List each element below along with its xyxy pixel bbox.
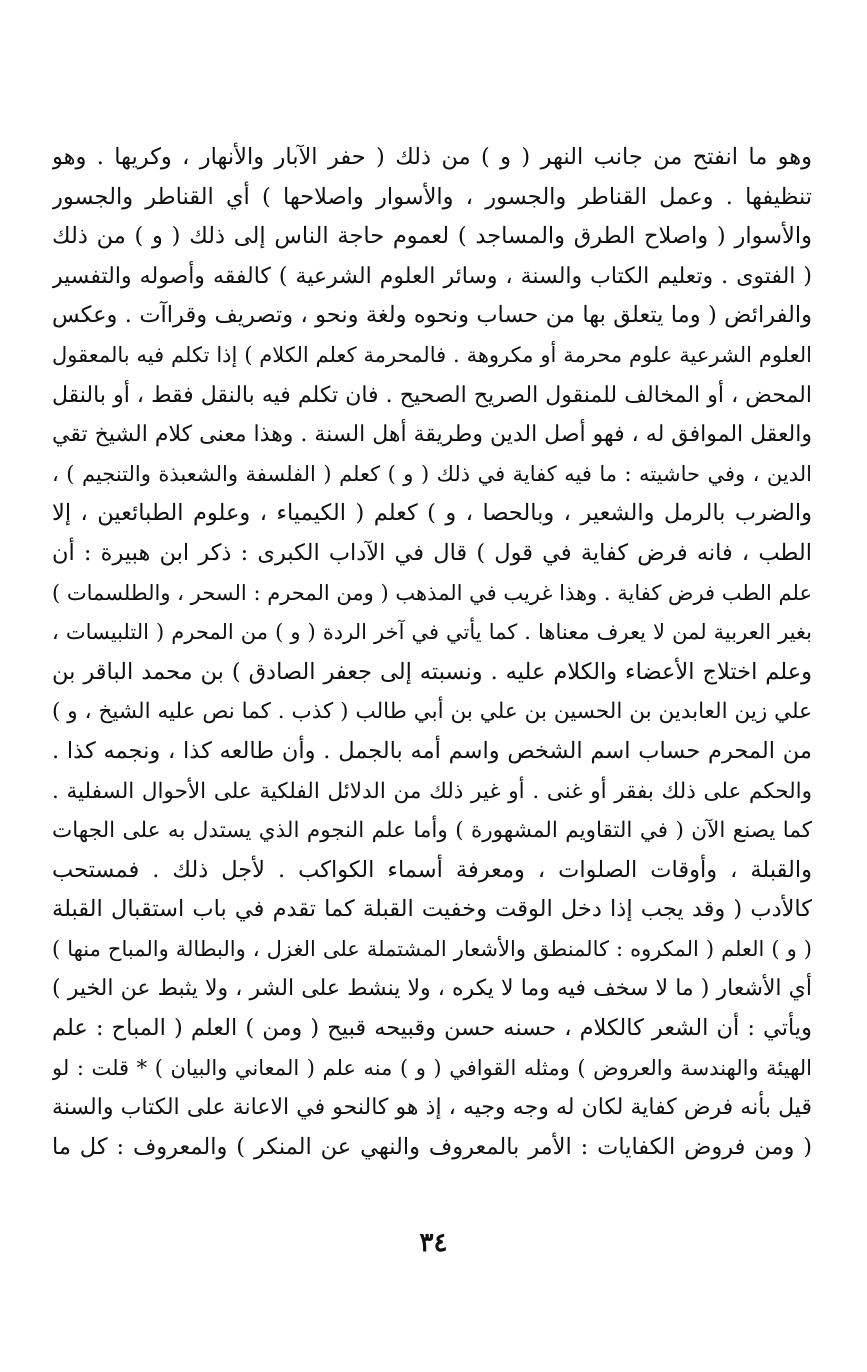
text-line: الطب ، فانه فرض كفاية في قول ) قال في الآداب الكبرى : ذكر ابن هبيرة : أن xyxy=(52,539,812,566)
text-line: علم الطب فرض كفاية . وهذا غريب في المذهب ( ومن المحرم : السحر ، والطلسمات ) xyxy=(52,580,812,605)
text-line: قيل بأنه فرض كفاية لكان له وجه وجيه ، إذ هو كالنحو في الاعانة على الكتاب والسنة xyxy=(52,1095,812,1121)
text-line: ( الفتوى . وتعليم الكتاب والسنة ، وسائر العلوم الشرعية ) كالفقه وأصوله والتفسير xyxy=(52,263,812,289)
text-line: علي زين العابدين بن الحسين بن علي بن أبي طالب ( كذب . كما نص عليه الشيخ ، و ) xyxy=(52,699,812,725)
text-line: الهيئة والهندسة والعروض ) ومثله القوافي ( و ) منه علم ( المعاني والبيان ) * قلت : لو xyxy=(52,1055,812,1080)
text-line: والقبلة ، وأوقات الصلوات ، ومعرفة أسماء الكواكب . لأجل ذلك . فمستحب xyxy=(52,856,812,883)
text-line: والفرائض ( وما يتعلق بها من حساب ونحوه ولغة ونحو ، وتصريف وقراآت . وعكس xyxy=(52,302,812,329)
text-line: العلوم الشرعية علوم محرمة أو مكروهة . فالمحرمة كعلم الكلام ) إذا تكلم فيه بالمعقول xyxy=(52,342,812,367)
text-line: وهو ما انفتح من جانب النهر ( و ) من ذلك ( حفر الآبار والأنهار ، وكريها . وهو xyxy=(52,144,812,170)
text-line: المحض ، أو المخالف للمنقول الصريح الصحيح . فان تكلم فيه بالنقل فقط ، أو بالنقل xyxy=(52,382,812,408)
text-line: الدين ، وفي حاشيته : ما فيه كفاية في ذلك ( و ) كعلم ( الفلسفة والشعبذة والتنجيم ) ، xyxy=(52,461,812,486)
text-line: والأسوار ( واصلاح الطرق والمساجد ) لعموم حاجة الناس إلى ذلك ( و ) من ذلك xyxy=(52,223,812,250)
text-line: من المحرم حساب اسم الشخص واسم أمه بالجمل . وأن طالعه كذا ، ونجمه كذا . xyxy=(52,737,812,764)
text-line: والحكم على ذلك بفقر أو غنى . أو غير ذلك من الدلائل الفلكية على الأحوال السفلية . xyxy=(52,778,812,804)
text-line: ( ومن فروض الكفايات : الأمر بالمعروف والنهي عن المنكر ) والمعروف : كل ما xyxy=(52,1133,812,1160)
text-line: ويأتي : أن الشعر كالكلام ، حسنه حسن وقبيحه قبيح ( ومن ) العلم ( المباح : علم xyxy=(52,1015,812,1042)
text-line: ( و ) العلم ( المكروه : كالمنطق والأشعار المشتملة على الغزل ، والبطالة والمباح منها ) xyxy=(52,936,812,961)
text-line: والعقل الموافق له ، فهو أصل الدين وطريقة أهل السنة . وهذا معنى كلام الشيخ تقي xyxy=(52,422,812,448)
text-line: أي الأشعار ( ما لا سخف فيه وما لا يكره ، ولا ينشط على الشر ، ولا يثبط عن الخير ) xyxy=(52,976,812,1002)
text-line: تنظيفها . وعمل القناطر والجسور ، والأسوار واصلاحها ) أي القناطر والجسور xyxy=(52,183,812,210)
page-number: ٣٤ xyxy=(419,1228,448,1258)
text-line: كما يصنع الآن ( في التقاويم المشهورة ) وأما علم النجوم الذي يستدل به على الجهات xyxy=(52,818,812,844)
text-line: والضرب بالرمل والشعير ، وبالحصا ، و ) كعلم ( الكيمياء ، وعلوم الطبائعين ، إلا xyxy=(52,500,812,527)
text-line: وعلم اختلاج الأعضاء والكلام عليه . ونسبته إلى جعفر الصادق ) بن محمد الباقر بن xyxy=(52,658,812,685)
text-line: كالأدب ( وقد يجب إذا دخل الوقت وخفيت القبلة كما تقدم في باب استقبال القبلة xyxy=(52,896,812,923)
text-line: بغير العربية لمن لا يعرف معناها . كما يأتي في آخر الردة ( و ) من المحرم ( التلبيسات ، xyxy=(52,620,812,645)
body-text xyxy=(52,138,812,1167)
